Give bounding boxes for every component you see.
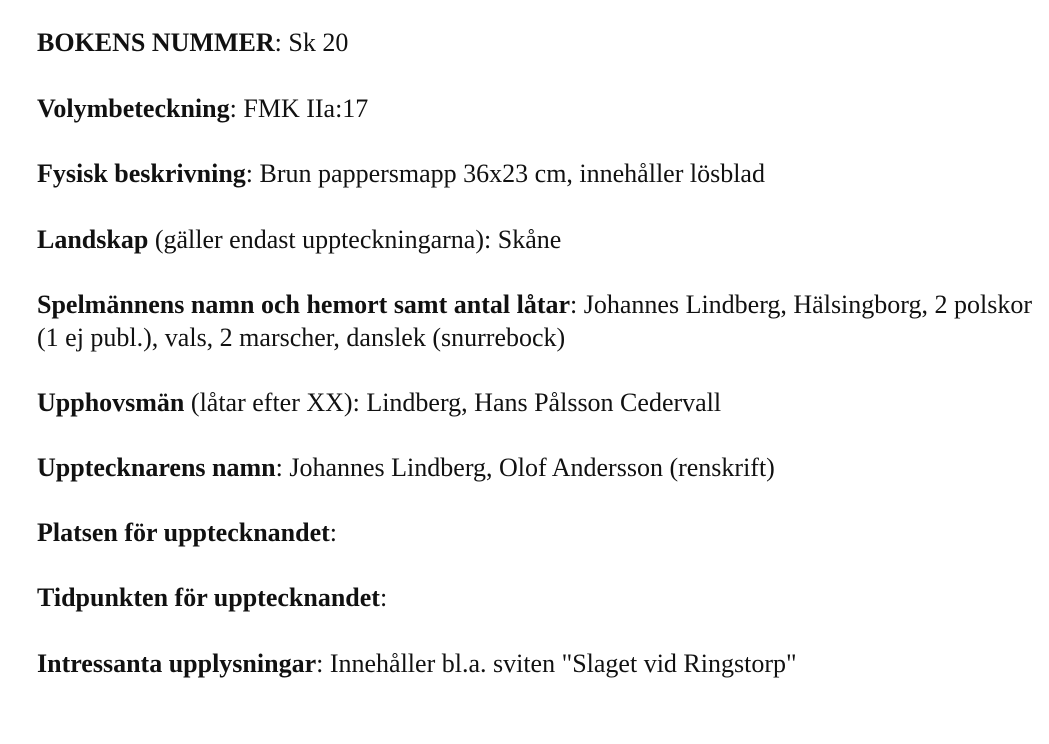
field-label: Upphovsmän (37, 388, 185, 417)
field-separator: : (484, 225, 498, 254)
field-label: Tidpunkten för upptecknandet (37, 583, 380, 612)
field-separator: : (245, 159, 260, 188)
field-separator: : (352, 388, 367, 417)
field-value: FMK IIa:17 (243, 94, 369, 123)
field-landskap (37, 223, 561, 256)
field-value: Brun pappersmapp 36x23 cm, innehåller lösblad (259, 159, 765, 188)
field-bokens-nummer (37, 26, 348, 59)
field-value: Innehåller bl.a. sviten "Slaget vid Ringstorp" (329, 649, 797, 678)
field-intressanta-upplysningar (37, 647, 797, 680)
field-separator: : (229, 94, 244, 123)
field-label: Upptecknarens namn (37, 453, 276, 482)
field-value: Johannes Lindberg, Hälsingborg, 2 polskor (1 ej publ.), vals, 2 marscher, danslek (snurrebock) (37, 290, 1032, 352)
field-value: Johannes Lindberg, Olof Andersson (renskrift) (289, 453, 775, 482)
field-value: Skåne (497, 225, 562, 254)
field-label: Landskap (37, 225, 149, 254)
field-separator: : (275, 453, 290, 482)
field-separator: : (379, 583, 388, 612)
field-platsen (37, 516, 337, 549)
field-value: Sk 20 (288, 28, 349, 57)
field-upptecknarens-namn (37, 451, 775, 484)
field-label: Volymbeteckning (37, 94, 230, 123)
field-label: Fysisk beskrivning (37, 159, 246, 188)
field-separator: : (329, 518, 338, 547)
field-label: BOKENS NUMMER (37, 28, 275, 57)
field-label: Platsen för upptecknandet (37, 518, 330, 547)
field-separator: : (274, 28, 289, 57)
field-qualifier: (låtar efter XX) (184, 388, 353, 417)
field-volymbeteckning (37, 92, 368, 125)
field-label: Intressanta upplysningar (37, 649, 317, 678)
field-tidpunkten (37, 581, 387, 614)
field-upphovsman (37, 386, 721, 419)
field-qualifier: (gäller endast uppteckningarna) (148, 225, 485, 254)
field-separator: : (316, 649, 330, 678)
field-spelmannens-namn (37, 288, 1037, 354)
field-separator: : (570, 290, 584, 319)
field-fysisk-beskrivning (37, 157, 765, 190)
field-value: Lindberg, Hans Pålsson Cedervall (366, 388, 722, 417)
field-label: Spelmännens namn och hemort samt antal låtar (37, 290, 571, 319)
